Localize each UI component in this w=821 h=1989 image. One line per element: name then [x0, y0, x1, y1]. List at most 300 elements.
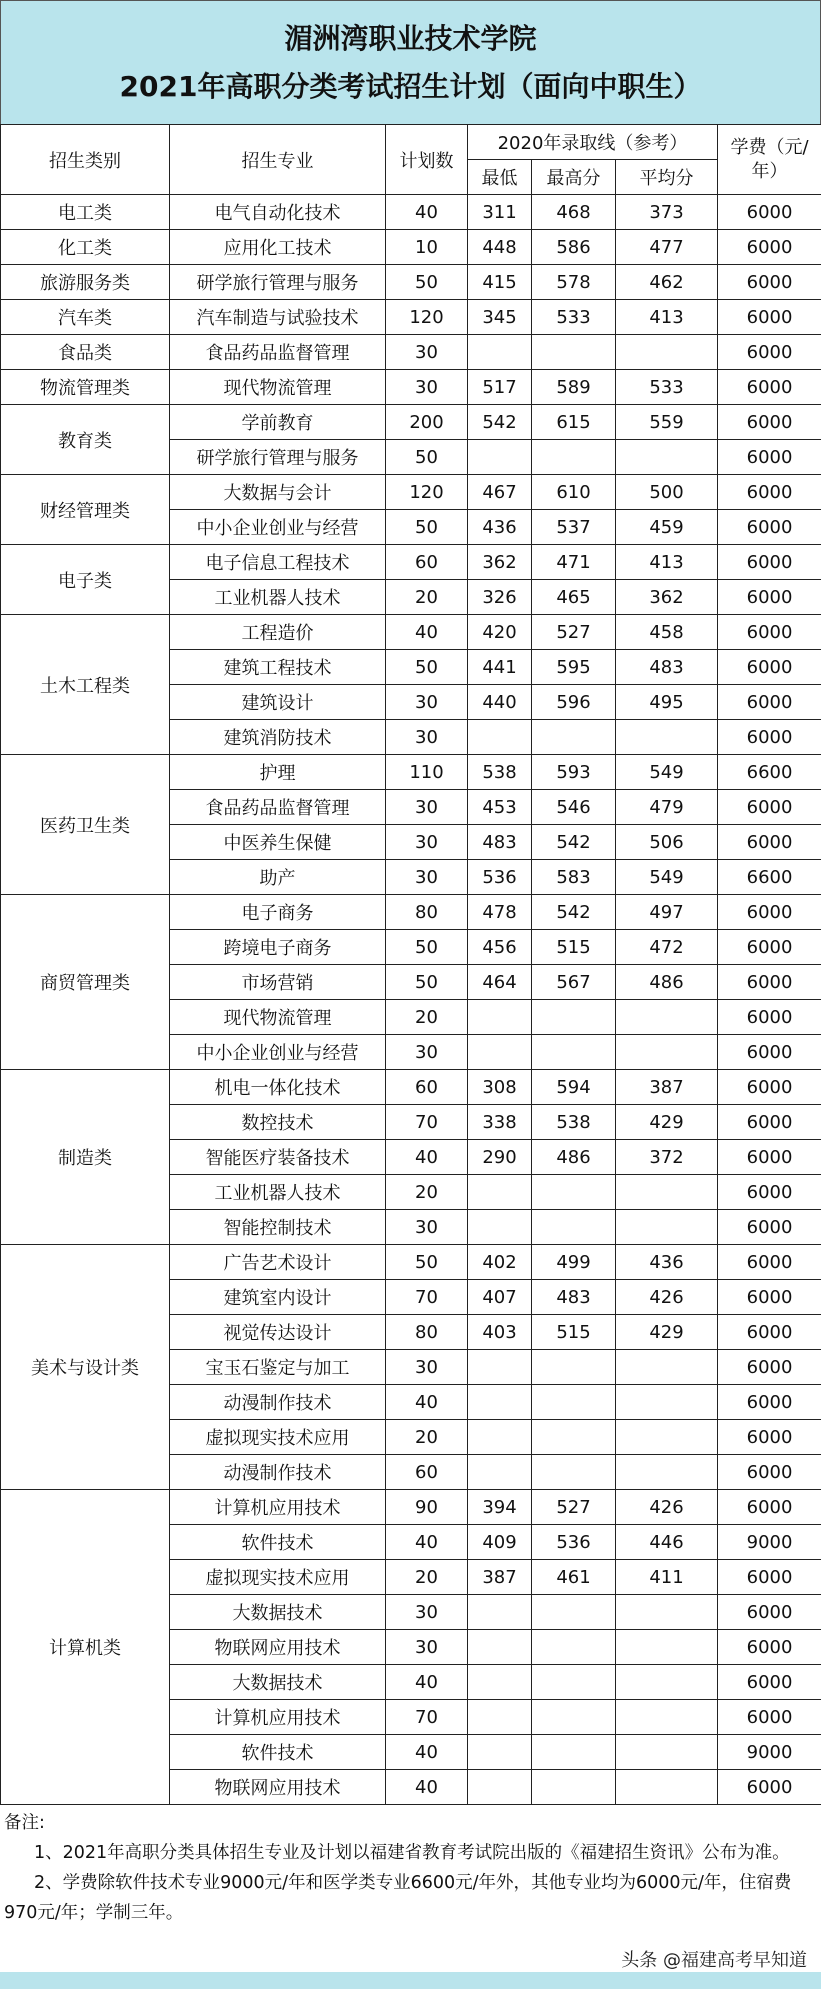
- avg-cell: 462: [616, 265, 718, 300]
- min-cell: [468, 1420, 532, 1455]
- avg-cell: 411: [616, 1560, 718, 1595]
- max-cell: 567: [532, 965, 616, 1000]
- max-cell: 615: [532, 405, 616, 440]
- major-cell: 工业机器人技术: [170, 580, 386, 615]
- major-cell: 计算机应用技术: [170, 1700, 386, 1735]
- major-cell: 现代物流管理: [170, 370, 386, 405]
- plan-cell: 50: [386, 510, 468, 545]
- major-cell: 软件技术: [170, 1735, 386, 1770]
- major-cell: 物联网应用技术: [170, 1770, 386, 1805]
- min-cell: 538: [468, 755, 532, 790]
- plan-cell: 200: [386, 405, 468, 440]
- table-row: [1, 755, 821, 790]
- header-category: 招生类别: [1, 125, 170, 195]
- min-cell: 448: [468, 230, 532, 265]
- category-cell: 美术与设计类: [1, 1245, 170, 1490]
- avg-cell: 413: [616, 300, 718, 335]
- min-cell: 345: [468, 300, 532, 335]
- table-row: [1, 895, 821, 930]
- plan-cell: 20: [386, 1420, 468, 1455]
- fee-cell: 6000: [718, 1140, 821, 1175]
- avg-cell: [616, 1000, 718, 1035]
- plan-cell: 120: [386, 475, 468, 510]
- avg-cell: 387: [616, 1070, 718, 1105]
- avg-cell: 483: [616, 650, 718, 685]
- avg-cell: [616, 1630, 718, 1665]
- max-cell: 538: [532, 1105, 616, 1140]
- min-cell: [468, 1630, 532, 1665]
- plan-cell: 30: [386, 1350, 468, 1385]
- fee-cell: 6000: [718, 265, 821, 300]
- min-cell: [468, 1175, 532, 1210]
- min-cell: 326: [468, 580, 532, 615]
- category-cell: 食品类: [1, 335, 170, 370]
- max-cell: 515: [532, 930, 616, 965]
- min-cell: 311: [468, 195, 532, 230]
- major-cell: 跨境电子商务: [170, 930, 386, 965]
- header-admission-line: 2020年录取线（参考）: [468, 125, 718, 160]
- plan-cell: 90: [386, 1490, 468, 1525]
- header-fee: 学费（元/年）: [718, 125, 821, 195]
- major-cell: 大数据与会计: [170, 475, 386, 510]
- min-cell: 387: [468, 1560, 532, 1595]
- plan-cell: 20: [386, 580, 468, 615]
- fee-cell: 6000: [718, 405, 821, 440]
- plan-cell: 120: [386, 300, 468, 335]
- fee-cell: 9000: [718, 1525, 821, 1560]
- plan-cell: 40: [386, 195, 468, 230]
- major-cell: 市场营销: [170, 965, 386, 1000]
- table-row: [1, 195, 821, 230]
- min-cell: 478: [468, 895, 532, 930]
- min-cell: 453: [468, 790, 532, 825]
- fee-cell: 6000: [718, 1595, 821, 1630]
- major-cell: 食品药品监督管理: [170, 790, 386, 825]
- major-cell: 工程造价: [170, 615, 386, 650]
- table-row: [1, 405, 821, 440]
- max-cell: 542: [532, 825, 616, 860]
- plan-cell: 40: [386, 1665, 468, 1700]
- avg-cell: 459: [616, 510, 718, 545]
- avg-cell: 436: [616, 1245, 718, 1280]
- major-cell: 数控技术: [170, 1105, 386, 1140]
- max-cell: [532, 335, 616, 370]
- plan-cell: 30: [386, 860, 468, 895]
- fee-cell: 6000: [718, 1070, 821, 1105]
- fee-cell: 6000: [718, 1350, 821, 1385]
- plan-cell: 30: [386, 720, 468, 755]
- plan-cell: 50: [386, 650, 468, 685]
- max-cell: 536: [532, 1525, 616, 1560]
- category-cell: 制造类: [1, 1070, 170, 1245]
- major-cell: 中小企业创业与经营: [170, 510, 386, 545]
- min-cell: 536: [468, 860, 532, 895]
- fee-cell: 6000: [718, 510, 821, 545]
- plan-cell: 40: [386, 1735, 468, 1770]
- plan-cell: 70: [386, 1105, 468, 1140]
- plan-cell: 30: [386, 335, 468, 370]
- min-cell: 542: [468, 405, 532, 440]
- min-cell: 362: [468, 545, 532, 580]
- max-cell: [532, 1455, 616, 1490]
- min-cell: 441: [468, 650, 532, 685]
- avg-cell: [616, 1665, 718, 1700]
- fee-cell: 6000: [718, 1420, 821, 1455]
- major-cell: 宝玉石鉴定与加工: [170, 1350, 386, 1385]
- table-row: [1, 1490, 821, 1525]
- major-cell: 学前教育: [170, 405, 386, 440]
- plan-cell: 30: [386, 685, 468, 720]
- fee-cell: 6000: [718, 300, 821, 335]
- plan-cell: 80: [386, 895, 468, 930]
- major-cell: 机电一体化技术: [170, 1070, 386, 1105]
- fee-cell: 6000: [718, 1560, 821, 1595]
- fee-cell: 6000: [718, 1665, 821, 1700]
- fee-cell: 6000: [718, 895, 821, 930]
- max-cell: [532, 1000, 616, 1035]
- avg-cell: 362: [616, 580, 718, 615]
- avg-cell: [616, 1735, 718, 1770]
- fee-cell: 6000: [718, 335, 821, 370]
- fee-cell: 6000: [718, 545, 821, 580]
- avg-cell: 413: [616, 545, 718, 580]
- header-max: 最高分: [532, 160, 616, 195]
- major-cell: 虚拟现实技术应用: [170, 1560, 386, 1595]
- min-cell: [468, 335, 532, 370]
- table-body: [1, 195, 821, 1805]
- min-cell: 517: [468, 370, 532, 405]
- category-cell: 商贸管理类: [1, 895, 170, 1070]
- header-major: 招生专业: [170, 125, 386, 195]
- max-cell: [532, 1385, 616, 1420]
- major-cell: 虚拟现实技术应用: [170, 1420, 386, 1455]
- fee-cell: 6000: [718, 1280, 821, 1315]
- major-cell: 大数据技术: [170, 1665, 386, 1700]
- min-cell: [468, 1455, 532, 1490]
- min-cell: 415: [468, 265, 532, 300]
- major-cell: 软件技术: [170, 1525, 386, 1560]
- avg-cell: 472: [616, 930, 718, 965]
- fee-cell: 6000: [718, 1035, 821, 1070]
- plan-cell: 50: [386, 965, 468, 1000]
- fee-cell: 6000: [718, 230, 821, 265]
- max-cell: 578: [532, 265, 616, 300]
- major-cell: 电气自动化技术: [170, 195, 386, 230]
- max-cell: 483: [532, 1280, 616, 1315]
- avg-cell: 426: [616, 1280, 718, 1315]
- max-cell: 471: [532, 545, 616, 580]
- table-row: [1, 265, 821, 300]
- major-cell: 工业机器人技术: [170, 1175, 386, 1210]
- major-cell: 现代物流管理: [170, 1000, 386, 1035]
- plan-cell: 40: [386, 1385, 468, 1420]
- notes-heading: 备注:: [4, 1813, 45, 1833]
- plan-cell: 70: [386, 1700, 468, 1735]
- min-cell: 456: [468, 930, 532, 965]
- fee-cell: 6000: [718, 1455, 821, 1490]
- avg-cell: 477: [616, 230, 718, 265]
- title-school: 湄洲湾职业技术学院: [284, 21, 537, 55]
- max-cell: 594: [532, 1070, 616, 1105]
- avg-cell: [616, 1175, 718, 1210]
- avg-cell: 373: [616, 195, 718, 230]
- avg-cell: [616, 1035, 718, 1070]
- min-cell: 483: [468, 825, 532, 860]
- plan-cell: 40: [386, 1770, 468, 1805]
- max-cell: 546: [532, 790, 616, 825]
- max-cell: [532, 1700, 616, 1735]
- table-row: [1, 230, 821, 265]
- min-cell: 402: [468, 1245, 532, 1280]
- max-cell: [532, 1350, 616, 1385]
- note-item-2: 2、学费除软件技术专业9000元/年和医学类专业6600元/年外，其他专业均为6000元/年，住宿费970元/年；学制三年。: [4, 1873, 792, 1923]
- max-cell: [532, 1210, 616, 1245]
- avg-cell: [616, 1350, 718, 1385]
- avg-cell: 559: [616, 405, 718, 440]
- table-header: [1, 125, 821, 195]
- max-cell: 542: [532, 895, 616, 930]
- min-cell: [468, 440, 532, 475]
- category-cell: 计算机类: [1, 1490, 170, 1805]
- avg-cell: 372: [616, 1140, 718, 1175]
- max-cell: [532, 1630, 616, 1665]
- plan-cell: 60: [386, 545, 468, 580]
- plan-cell: 40: [386, 615, 468, 650]
- major-cell: 物联网应用技术: [170, 1630, 386, 1665]
- avg-cell: 495: [616, 685, 718, 720]
- major-cell: 智能控制技术: [170, 1210, 386, 1245]
- max-cell: 468: [532, 195, 616, 230]
- max-cell: 527: [532, 1490, 616, 1525]
- header-min: 最低: [468, 160, 532, 195]
- notes: [4, 1808, 816, 1928]
- major-cell: 建筑消防技术: [170, 720, 386, 755]
- major-cell: 广告艺术设计: [170, 1245, 386, 1280]
- max-cell: [532, 1735, 616, 1770]
- min-cell: [468, 1735, 532, 1770]
- min-cell: 407: [468, 1280, 532, 1315]
- table-row: [1, 370, 821, 405]
- fee-cell: 6000: [718, 195, 821, 230]
- fee-cell: 6000: [718, 370, 821, 405]
- major-cell: 计算机应用技术: [170, 1490, 386, 1525]
- avg-cell: 446: [616, 1525, 718, 1560]
- fee-cell: 6000: [718, 580, 821, 615]
- avg-cell: [616, 1700, 718, 1735]
- min-cell: 436: [468, 510, 532, 545]
- avg-cell: 497: [616, 895, 718, 930]
- max-cell: [532, 1035, 616, 1070]
- fee-cell: 6000: [718, 1315, 821, 1350]
- major-cell: 动漫制作技术: [170, 1385, 386, 1420]
- fee-cell: 6000: [718, 475, 821, 510]
- avg-cell: [616, 1455, 718, 1490]
- major-cell: 研学旅行管理与服务: [170, 440, 386, 475]
- avg-cell: 426: [616, 1490, 718, 1525]
- bottom-bar: [0, 1972, 821, 1989]
- plan-cell: 50: [386, 930, 468, 965]
- avg-cell: [616, 1770, 718, 1805]
- max-cell: 527: [532, 615, 616, 650]
- max-cell: 596: [532, 685, 616, 720]
- max-cell: 515: [532, 1315, 616, 1350]
- max-cell: 465: [532, 580, 616, 615]
- min-cell: 440: [468, 685, 532, 720]
- avg-cell: 429: [616, 1315, 718, 1350]
- plan-cell: 80: [386, 1315, 468, 1350]
- fee-cell: 6000: [718, 790, 821, 825]
- fee-cell: 6000: [718, 650, 821, 685]
- min-cell: [468, 1595, 532, 1630]
- major-cell: 大数据技术: [170, 1595, 386, 1630]
- max-cell: [532, 1420, 616, 1455]
- header-avg: 平均分: [616, 160, 718, 195]
- avg-cell: [616, 720, 718, 755]
- fee-cell: 6000: [718, 1770, 821, 1805]
- plan-cell: 50: [386, 1245, 468, 1280]
- major-cell: 食品药品监督管理: [170, 335, 386, 370]
- major-cell: 护理: [170, 755, 386, 790]
- min-cell: 394: [468, 1490, 532, 1525]
- major-cell: 助产: [170, 860, 386, 895]
- table-row: [1, 1070, 821, 1105]
- category-cell: 电工类: [1, 195, 170, 230]
- header-plan: 计划数: [386, 125, 468, 195]
- fee-cell: 9000: [718, 1735, 821, 1770]
- plan-cell: 60: [386, 1455, 468, 1490]
- min-cell: 403: [468, 1315, 532, 1350]
- plan-cell: 20: [386, 1560, 468, 1595]
- plan-cell: 30: [386, 1595, 468, 1630]
- max-cell: [532, 1595, 616, 1630]
- major-cell: 电子商务: [170, 895, 386, 930]
- avg-cell: 506: [616, 825, 718, 860]
- avg-cell: 486: [616, 965, 718, 1000]
- min-cell: [468, 1700, 532, 1735]
- plan-cell: 50: [386, 265, 468, 300]
- max-cell: 586: [532, 230, 616, 265]
- category-cell: 化工类: [1, 230, 170, 265]
- major-cell: 中医养生保健: [170, 825, 386, 860]
- plan-cell: 70: [386, 1280, 468, 1315]
- min-cell: [468, 1665, 532, 1700]
- max-cell: 533: [532, 300, 616, 335]
- min-cell: [468, 1000, 532, 1035]
- major-cell: 应用化工技术: [170, 230, 386, 265]
- max-cell: 593: [532, 755, 616, 790]
- avg-cell: [616, 335, 718, 370]
- avg-cell: 549: [616, 755, 718, 790]
- max-cell: [532, 1665, 616, 1700]
- table-row: [1, 1245, 821, 1280]
- category-cell: 电子类: [1, 545, 170, 615]
- plan-cell: 20: [386, 1175, 468, 1210]
- plan-cell: 30: [386, 1035, 468, 1070]
- min-cell: [468, 720, 532, 755]
- avg-cell: [616, 440, 718, 475]
- fee-cell: 6000: [718, 930, 821, 965]
- plan-cell: 40: [386, 1140, 468, 1175]
- min-cell: 308: [468, 1070, 532, 1105]
- avg-cell: [616, 1210, 718, 1245]
- fee-cell: 6000: [718, 1700, 821, 1735]
- max-cell: 537: [532, 510, 616, 545]
- fee-cell: 6000: [718, 1105, 821, 1140]
- title-banner: [0, 0, 821, 125]
- max-cell: 595: [532, 650, 616, 685]
- plan-cell: 30: [386, 370, 468, 405]
- max-cell: 610: [532, 475, 616, 510]
- max-cell: [532, 440, 616, 475]
- major-cell: 汽车制造与试验技术: [170, 300, 386, 335]
- table-row: [1, 475, 821, 510]
- max-cell: 589: [532, 370, 616, 405]
- fee-cell: 6000: [718, 1245, 821, 1280]
- title-plan: 2021年高职分类考试招生计划（面向中职生）: [119, 69, 702, 103]
- fee-cell: 6000: [718, 685, 821, 720]
- max-cell: 499: [532, 1245, 616, 1280]
- plan-cell: 110: [386, 755, 468, 790]
- min-cell: [468, 1350, 532, 1385]
- min-cell: [468, 1210, 532, 1245]
- min-cell: 338: [468, 1105, 532, 1140]
- min-cell: 464: [468, 965, 532, 1000]
- avg-cell: 500: [616, 475, 718, 510]
- max-cell: 583: [532, 860, 616, 895]
- avg-cell: 429: [616, 1105, 718, 1140]
- fee-cell: 6000: [718, 440, 821, 475]
- fee-cell: 6000: [718, 1175, 821, 1210]
- fee-cell: 6000: [718, 965, 821, 1000]
- avg-cell: [616, 1385, 718, 1420]
- max-cell: [532, 1770, 616, 1805]
- plan-cell: 40: [386, 1525, 468, 1560]
- category-cell: 土木工程类: [1, 615, 170, 755]
- table-row: [1, 615, 821, 650]
- plan-cell: 10: [386, 230, 468, 265]
- fee-cell: 6000: [718, 615, 821, 650]
- major-cell: 视觉传达设计: [170, 1315, 386, 1350]
- major-cell: 电子信息工程技术: [170, 545, 386, 580]
- avg-cell: 549: [616, 860, 718, 895]
- fee-cell: 6000: [718, 1210, 821, 1245]
- fee-cell: 6000: [718, 1385, 821, 1420]
- max-cell: 486: [532, 1140, 616, 1175]
- min-cell: 409: [468, 1525, 532, 1560]
- plan-cell: 30: [386, 1210, 468, 1245]
- fee-cell: 6600: [718, 755, 821, 790]
- category-cell: 旅游服务类: [1, 265, 170, 300]
- note-item-1: 1、2021年高职分类具体招生专业及计划以福建省教育考试院出版的《福建招生资讯》公布为准。: [34, 1843, 790, 1863]
- major-cell: 建筑工程技术: [170, 650, 386, 685]
- min-cell: [468, 1385, 532, 1420]
- major-cell: 智能医疗装备技术: [170, 1140, 386, 1175]
- min-cell: [468, 1770, 532, 1805]
- avg-cell: 533: [616, 370, 718, 405]
- major-cell: 中小企业创业与经营: [170, 1035, 386, 1070]
- major-cell: 建筑室内设计: [170, 1280, 386, 1315]
- avg-cell: 458: [616, 615, 718, 650]
- min-cell: 290: [468, 1140, 532, 1175]
- category-cell: 医药卫生类: [1, 755, 170, 895]
- max-cell: [532, 720, 616, 755]
- min-cell: [468, 1035, 532, 1070]
- fee-cell: 6000: [718, 720, 821, 755]
- fee-cell: 6000: [718, 825, 821, 860]
- enrollment-plan-table: [0, 124, 821, 1805]
- source-watermark: 头条 @福建高考早知道: [621, 1950, 807, 1971]
- max-cell: [532, 1175, 616, 1210]
